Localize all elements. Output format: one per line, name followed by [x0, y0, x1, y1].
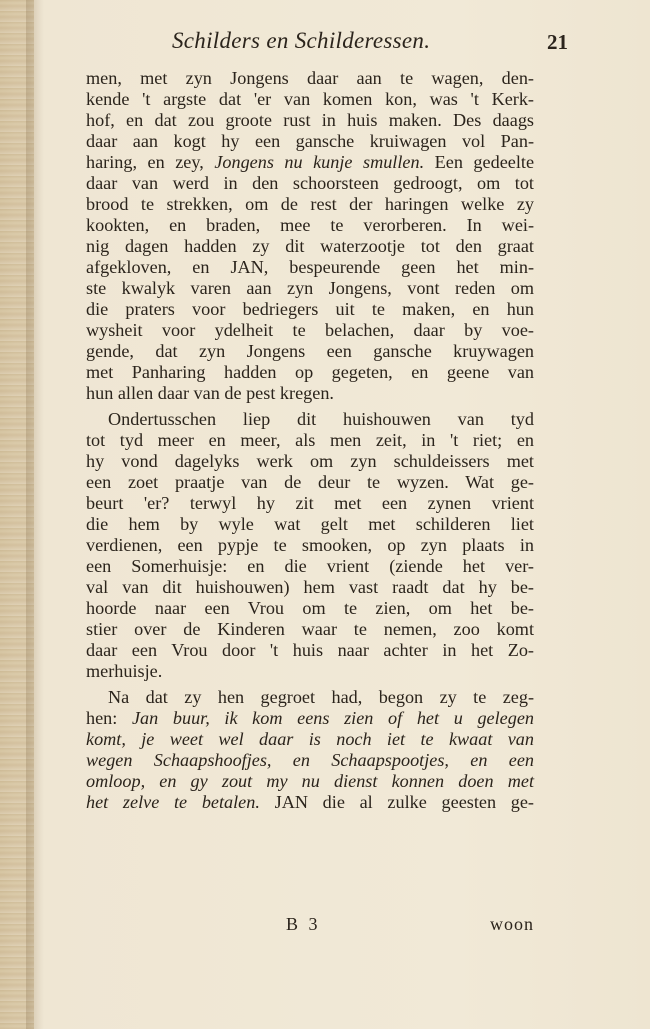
- catchword: woon: [490, 914, 534, 934]
- italic-span: Jan buur, ik kom eens zien of het u gelegen: [131, 708, 534, 728]
- text-line: wegen Schaapshoofjes, en Schaapspootjes, en een: [86, 750, 534, 770]
- text-line: daar een Vrou door 't huis naar achter in het Zo-: [86, 640, 534, 660]
- text-line: men, met zyn Jongens daar aan te wagen, den-: [86, 68, 534, 88]
- text-line: [86, 152, 534, 173]
- text-line: brood te strekken, om de rest der haringen welke zy: [86, 194, 534, 214]
- running-title: Schilders en Schilderessen.: [172, 28, 431, 53]
- text-line: kookten, en braden, mee te verorberen. In wei-: [86, 215, 534, 235]
- text-span: Een gedeelte: [424, 152, 535, 172]
- text-line: stier over de Kinderen waar te nemen, zoo komt: [86, 619, 534, 639]
- text-line: gende, dat zyn Jongens een gansche kruywagen: [86, 341, 534, 361]
- spine-shadow: [26, 0, 44, 1029]
- text-line: een zoet praatje van de deur te wyzen. Wat ge-: [86, 472, 534, 492]
- text-line: beurt 'er? terwyl hy zit met een zynen vrient: [86, 493, 534, 513]
- text-line: merhuisje.: [86, 661, 163, 681]
- body-text: [86, 68, 534, 813]
- italic-span: Jongens nu kunje smullen.: [214, 152, 425, 172]
- text-line: Na dat zy hen gegroet had, begon zy te zeg-: [108, 687, 534, 707]
- text-line: nig dagen hadden zy dit waterzootje tot den graat: [86, 236, 534, 256]
- text-line: komt, je weet wel daar is noch iet te kwaat van: [86, 729, 534, 749]
- text-line: daar aan kogt hy een gansche kruiwagen vol Pan-: [86, 131, 534, 151]
- text-line: die praters voor bedriegers uit te maken, en hun: [86, 299, 534, 319]
- text-line: val van dit huishouwen) hem vast raadt dat hy be-: [86, 577, 534, 597]
- text-line: [86, 708, 534, 729]
- page-number: 21: [547, 30, 568, 54]
- text-line: [86, 792, 534, 813]
- text-line: daar van werd in den schoorsteen gedroogt, om tot: [86, 173, 534, 193]
- text-span: hen:: [86, 708, 132, 728]
- text-span: JAN die al zulke geesten ge-: [259, 792, 534, 812]
- running-head: [62, 26, 568, 56]
- text-line: afgekloven, en JAN, bespeurende geen het min-: [86, 257, 534, 277]
- text-line: verdienen, een pypje te smooken, op zyn plaats in: [86, 535, 534, 555]
- text-line: wysheit voor ydelheit te belachen, daar by voe-: [86, 320, 534, 340]
- text-line: tot tyd meer en meer, als men zeit, in 't riet; en: [86, 430, 534, 450]
- text-line: Ondertusschen liep dit huishouwen van tyd: [108, 409, 534, 429]
- text-span: haring, en zey,: [86, 152, 215, 172]
- signature-mark: B 3: [286, 914, 321, 934]
- text-line: een Somerhuisje: en die vrient (ziende het ver-: [86, 556, 534, 576]
- text-line: hy vond dagelyks werk om zyn schuldeissers met: [86, 451, 534, 471]
- text-line: hoorde naar een Vrou om te zien, om het be-: [86, 598, 534, 618]
- text-line: die hem by wyle wat gelt met schilderen liet: [86, 514, 534, 534]
- italic-span: het zelve te betalen.: [86, 792, 260, 812]
- text-line: hof, en dat zou groote rust in huis maken. Des daags: [86, 110, 534, 130]
- text-line: kende 't argste dat 'er van komen kon, was 't Kerk-: [86, 89, 534, 109]
- page-footer: [86, 914, 534, 938]
- text-line: met Panharing hadden op gegeten, en geene van: [86, 362, 534, 382]
- text-line: omloop, en gy zout my nu dienst konnen doen met: [86, 771, 534, 791]
- text-line: hun allen daar van de pest kregen.: [86, 383, 334, 403]
- text-line: ste kwalyk varen aan zyn Jongens, vont reden om: [86, 278, 534, 298]
